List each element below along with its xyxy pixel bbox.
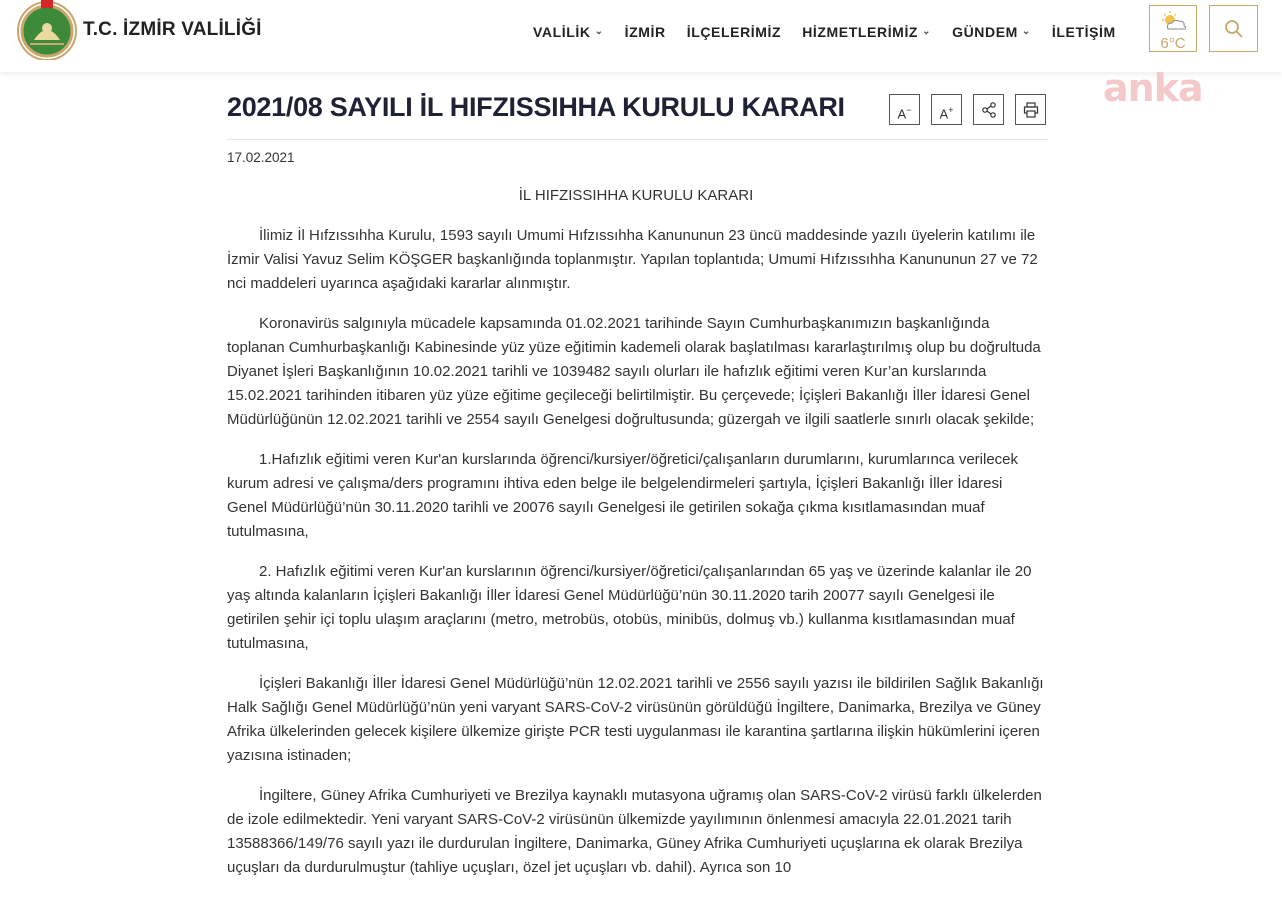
nav-item-iletisim[interactable] — [1052, 22, 1116, 42]
page-title: 2021/08 SAYILI İL HIFZISSIHHA KURULU KARARI — [227, 92, 845, 122]
article-heading: İL HIFZISSIHHA KURULU KARARI — [518, 187, 754, 204]
decrease-font-button[interactable]: A− — [889, 94, 920, 125]
nav-item-label: HİZMETLERİMİZ — [802, 24, 919, 40]
article-paragraph: Koronavirüs salgınıyla mücadele kapsamında 01.02.2021 tarihinde Sayın Cumhurbaşkanımızın başkanlığında toplanan Cumhurbaşkanlığı Kabinesinde yüz yüze eğitimin kademeli olarak başlatılması kararlaştırılmış olup bu doğrultuda Diyanet İşleri Başkanlığının 10.02.2021 tarihli ve 1039482 sayılı olurları ile hafızlık eğitimi veren Kur’an kurslarında 15.02.2021 tarihinden itibaren yüz yüze eğitime geçileceği belirtilmiştir. Bu çerçevede; İçişleri Bakanlığı İller İdaresi Genel Müdürlüğünün 12.02.2021 tarihli ve 2554 sayılı Genelgesi doğrultusunda; güzergah ve ilgili saatlerle sınırlı olacak şekilde; — [227, 315, 1041, 428]
site-title[interactable]: T.C. İZMİR VALİLİĞİ — [83, 19, 262, 40]
chevron-down-icon: ⌄ — [922, 25, 932, 37]
watermark-logo: anka — [1103, 66, 1203, 110]
article-paragraph: 1.Hafızlık eğitimi veren Kur'an kurslarında öğrenci/kursiyer/öğretici/çalışanların durumlarını, kurumlarınca verilecek kurum adresi ve çalışma/ders programını ihtiva eden belge ile belgelendirmeleri şartıyla, İçişleri Bakanlığı İller İdaresi Genel Müdürlüğü’nün 30.11.2020 tarihli ve 20076 sayılı Genelgesi ile getirilen sokağa çıkma kısıtlamasından muaf tutulmasına, — [227, 451, 1019, 540]
weather-widget[interactable] — [1149, 5, 1197, 52]
share-button[interactable] — [973, 94, 1004, 125]
search-icon — [1224, 19, 1244, 39]
nav-item-izmir[interactable] — [625, 22, 666, 42]
share-icon — [981, 102, 997, 118]
nav-item-label: VALİLİK — [533, 24, 591, 40]
nav-item-valilik[interactable] — [533, 22, 604, 42]
article-body — [227, 184, 1045, 896]
nav-item-label: İLÇELERİMİZ — [686, 24, 782, 40]
print-icon — [1023, 102, 1039, 118]
nav-item-label: İLETİŞİM — [1051, 24, 1116, 40]
weather-temperature: 6°C — [1160, 35, 1186, 52]
chevron-down-icon: ⌄ — [594, 25, 604, 37]
search-button[interactable] — [1209, 5, 1258, 52]
nav-item-ilcelerimiz[interactable] — [687, 22, 781, 42]
nav-item-label: İZMİR — [624, 24, 666, 40]
increase-font-button[interactable]: A+ — [931, 94, 962, 125]
article-paragraph: İlimiz İl Hıfzıssıhha Kurulu, 1593 sayılı Umumi Hıfzıssıhha Kanununun 23 üncü maddesinde yazılı üyelerin katılımı ile İzmir Valisi Yavuz Selim KÖŞGER başkanlığında toplanmıştır. Yapılan toplantıda; Umumi Hıfzıssıhha Kanununun 27 ve 72 nci maddeleri uyarınca aşağıdaki kararlar alınmıştır. — [227, 227, 1038, 292]
print-button[interactable] — [1015, 94, 1046, 125]
article-paragraph: İngiltere, Güney Afrika Cumhuriyeti ve Brezilya kaynaklı mutasyona uğramış olan SARS-CoV-2 virüsü farklı ülkelerden de izole edilmektedir. Yeni varyant SARS-CoV-2 virüsünün ülkemizde yayılımının önlenmesi amacıyla 22.01.2021 tarih 13588366/149/76 sayılı yazı ile durdurulan İngiltere, Danimarka, Güney Afrika Cumhuriyeti uçuşlarına ek olarak Brezilya uçuşları da durdurulmuştur (tahliye uçuşları, özel jet uçuşları vb. dahil). Ayrıca son 10 — [227, 787, 1042, 876]
nav-item-gundem[interactable] — [952, 22, 1031, 42]
publish-date: 17.02.2021 — [227, 150, 295, 165]
article-paragraph: İçişleri Bakanlığı İller İdaresi Genel Müdürlüğü’nün 12.02.2021 tarihli ve 2556 sayılı yazısı ile bildirilen Sağlık Bakanlığı Halk Sağlığı Genel Müdürlüğü’nün yeni varyant SARS-CoV-2 virüsünün görüldüğü İngiltere, Danimarka, Brezilya ve Güney Afrika ülkelerinden gelecek kişilere ülkemize girişte PCR testi uygulanması ile karantina şartlarına ilişkin hükümlerini içeren yazısına istinaden; — [227, 675, 1044, 764]
nav-item-label: GÜNDEM — [952, 24, 1018, 40]
nav-item-hizmetlerimiz[interactable] — [802, 22, 931, 42]
valilik-logo[interactable] — [16, 0, 78, 60]
title-divider — [227, 139, 1048, 140]
main-nav — [533, 22, 1137, 42]
chevron-down-icon: ⌄ — [1021, 25, 1031, 37]
site-header — [0, 0, 1282, 72]
partly-cloudy-icon — [1159, 10, 1189, 32]
article-paragraph: 2. Hafızlık eğitimi veren Kur'an kurslarının öğrenci/kursiyer/öğretici/çalışanlarından 65 yaş ve üzerinde kalanlar ile 20 yaş altında kalanların İçişleri Bakanlığı İller İdaresi Genel Müdürlüğü’nün 30.11.2020 tarih 20077 sayılı Genelgesi ile getirilen şehir içi toplu ulaşım araçlarını (metro, metrobüs, otobüs, minibüs, dolmuş vb.) kullanma kısıtlamasından muaf tutulmasına, — [227, 563, 1032, 652]
